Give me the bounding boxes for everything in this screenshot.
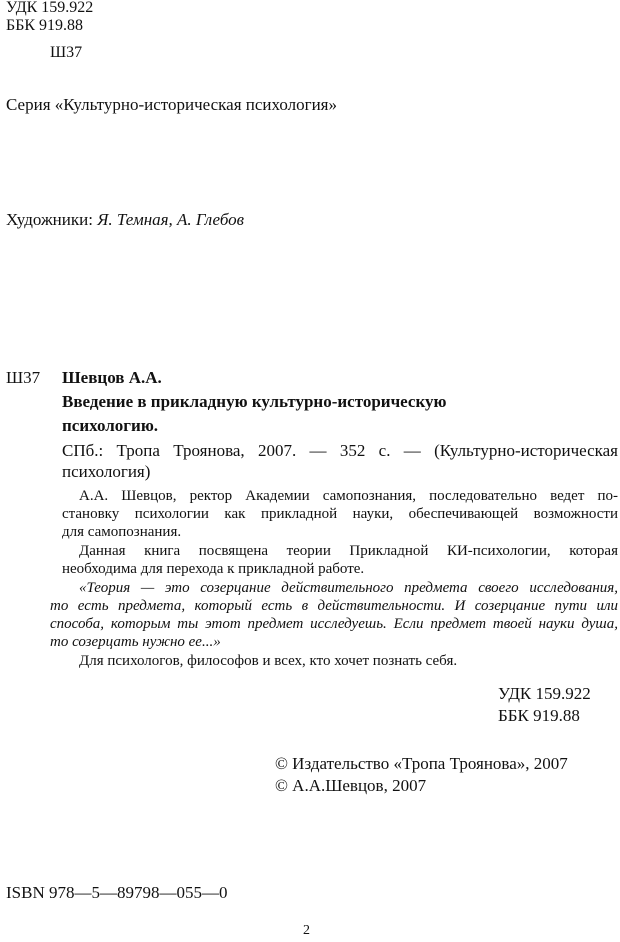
- annotation-quote-line-4: то созерцать нужно ее...»: [50, 634, 221, 650]
- isbn: ISBN 978—5—89798—055—0: [6, 883, 228, 902]
- annotation-p1-line-2: становку психологии как прикладной науки, обеспечивающей возможности: [62, 506, 618, 522]
- annotation-p1-line-1: А.А. Шевцов, ректор Академии самопознания, последовательно ведет по-: [79, 488, 618, 504]
- annotation-quote-line-2: то есть предмета, который есть в действительности. И созерцание пути или: [50, 598, 618, 614]
- publication-info-line-1: СПб.: Тропа Троянова, 2007. — 352 с. — (Культурно-историческая: [62, 441, 618, 460]
- annotation-audience: Для психологов, философов и всех, кто хочет познать себя.: [79, 653, 458, 669]
- author-mark-top: Ш37: [50, 44, 83, 61]
- copyright-author: © А.А.Шевцов, 2007: [275, 776, 427, 795]
- annotation-quote-line-1: «Теория — это созерцание действительного предмета своего исследования,: [79, 580, 618, 596]
- book-author: Шевцов А.А.: [62, 368, 162, 387]
- bibliographic-author-mark: Ш37: [6, 368, 41, 387]
- bbk-code-bottom: ББК 919.88: [498, 706, 580, 725]
- artists-names: Я. Темная, А. Глебов: [97, 210, 245, 229]
- annotation-quote-line-3: способа, которым ты этот предмет исследуешь. Если предмет твоей науки душа,: [50, 616, 618, 632]
- page-number: 2: [303, 923, 310, 938]
- book-title-line-1: Введение в прикладную культурно-историческую: [62, 392, 447, 411]
- annotation-p1-line-3: для самопознания.: [62, 524, 182, 540]
- publication-info-line-2: психология): [62, 462, 151, 481]
- copyright-publisher: © Издательство «Тропа Троянова», 2007: [275, 754, 568, 773]
- artists-line: [6, 209, 244, 231]
- book-title-line-2: психологию.: [62, 416, 159, 435]
- series-prefix: Серия: [6, 95, 55, 114]
- series-line: [6, 94, 337, 116]
- annotation-p2-line-1: Данная книга посвящена теории Прикладной КИ-психологии, которая: [79, 543, 618, 559]
- artists-label: Художники:: [6, 210, 98, 229]
- annotation-p2-line-2: необходима для перехода к прикладной работе.: [62, 561, 365, 577]
- udk-code-bottom: УДК 159.922: [498, 684, 591, 703]
- udk-code-top: УДК 159.922: [6, 0, 94, 16]
- series-name: «Культурно-историческая психология»: [54, 95, 338, 114]
- bbk-code-top: ББК 919.88: [6, 17, 84, 34]
